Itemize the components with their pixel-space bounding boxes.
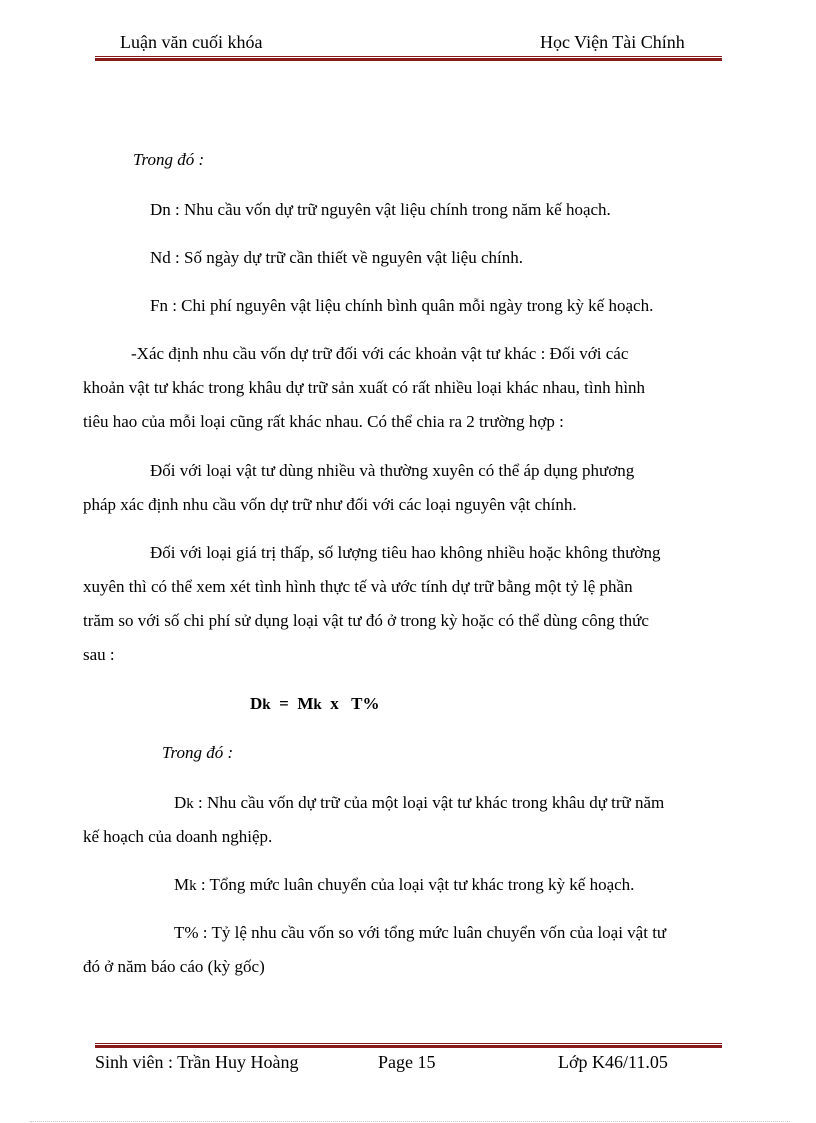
definition-t-line-2: đó ở năm báo cáo (kỳ gốc) <box>83 957 265 976</box>
footer-student: Sinh viên : Trần Huy Hoàng <box>95 1052 299 1072</box>
footer-rule-bottom <box>95 1045 722 1048</box>
formula-times: x <box>330 694 339 713</box>
definition-dk-symbol: D <box>174 793 187 812</box>
formula-d: D <box>250 694 263 713</box>
formula <box>250 694 380 714</box>
definition-fn: Fn : Chi phí nguyên vật liệu chính bình quân mỗi ngày trong kỳ kế hoạch. <box>150 296 654 315</box>
definition-mk-subscript: k <box>189 878 197 894</box>
footer-rule-top <box>95 1043 722 1044</box>
formula-t: T% <box>351 694 380 713</box>
paragraph-3-line-1: Đối với loại giá trị thấp, số lượng tiêu hao không nhiều hoặc không thường <box>150 543 661 562</box>
definition-mk-text: : Tổng mức luân chuyển của loại vật tư khác trong kỳ kế hoạch. <box>200 875 635 894</box>
paragraph-3-line-2: xuyên thì có thể xem xét tình hình thực tế và ước tính dự trữ bằng một tỷ lệ phần <box>83 577 633 596</box>
definition-dn: Dn : Nhu cầu vốn dự trữ nguyên vật liệu chính trong năm kế hoạch. <box>150 200 611 219</box>
footer-page-number: Page 15 <box>378 1052 436 1072</box>
paragraph-1-line-1: -Xác định nhu cầu vốn dự trữ đối với các khoản vật tư khác : Đối với các <box>131 344 629 363</box>
formula-m: M <box>297 694 314 713</box>
paragraph-1-line-2: khoản vật tư khác trong khâu dự trữ sản xuất có rất nhiều loại khác nhau, tình hình <box>83 378 646 397</box>
definition-t-symbol: T% <box>174 923 199 942</box>
definition-t-line-1 <box>174 916 666 950</box>
formula-d-subscript: k <box>262 697 271 713</box>
definition-mk <box>174 868 634 903</box>
paragraph-2-line-2: pháp xác định nhu cầu vốn dự trữ như đối với các loại nguyên vật chính. <box>83 495 577 514</box>
paragraph-3-line-3: trăm so với số chi phí sử dụng loại vật tư đó ở trong kỳ hoặc có thể dùng công thức <box>83 611 649 630</box>
definition-mk-symbol: M <box>174 875 190 894</box>
page-bottom-border <box>30 1121 790 1122</box>
definition-dk-subscript: k <box>186 796 194 812</box>
footer-class: Lớp K46/11.05 <box>558 1052 668 1072</box>
paragraph-2-line-1: Đối với loại vật tư dùng nhiều và thường xuyên có thể áp dụng phương <box>150 461 635 480</box>
formula-m-subscript: k <box>313 697 322 713</box>
header-right-title: Học Viện Tài Chính <box>540 32 685 52</box>
definition-dk-line-1 <box>174 786 664 821</box>
header-rule-top <box>95 56 722 57</box>
where-label-1: Trong đó : <box>133 150 205 169</box>
paragraph-3-line-4: sau : <box>83 645 115 664</box>
header-left-title: Luận văn cuối khóa <box>120 32 263 52</box>
formula-equals: = <box>279 694 289 713</box>
where-label-2: Trong đó : <box>162 743 234 762</box>
paragraph-1-line-3: tiêu hao của mỗi loại cũng rất khác nhau. Có thể chia ra 2 trường hợp : <box>83 412 564 431</box>
definition-dk-text: : Nhu cầu vốn dự trữ của một loại vật tư khác trong khâu dự trữ năm <box>198 793 665 812</box>
definition-nd: Nd : Số ngày dự trữ cần thiết về nguyên vật liệu chính. <box>150 248 523 267</box>
definition-dk-line-2: kế hoạch của doanh nghiệp. <box>83 827 273 846</box>
definition-t-text: : Tỷ lệ nhu cầu vốn so với tổng mức luân chuyển vốn của loại vật tư <box>202 923 667 942</box>
header-rule-bottom <box>95 58 722 61</box>
